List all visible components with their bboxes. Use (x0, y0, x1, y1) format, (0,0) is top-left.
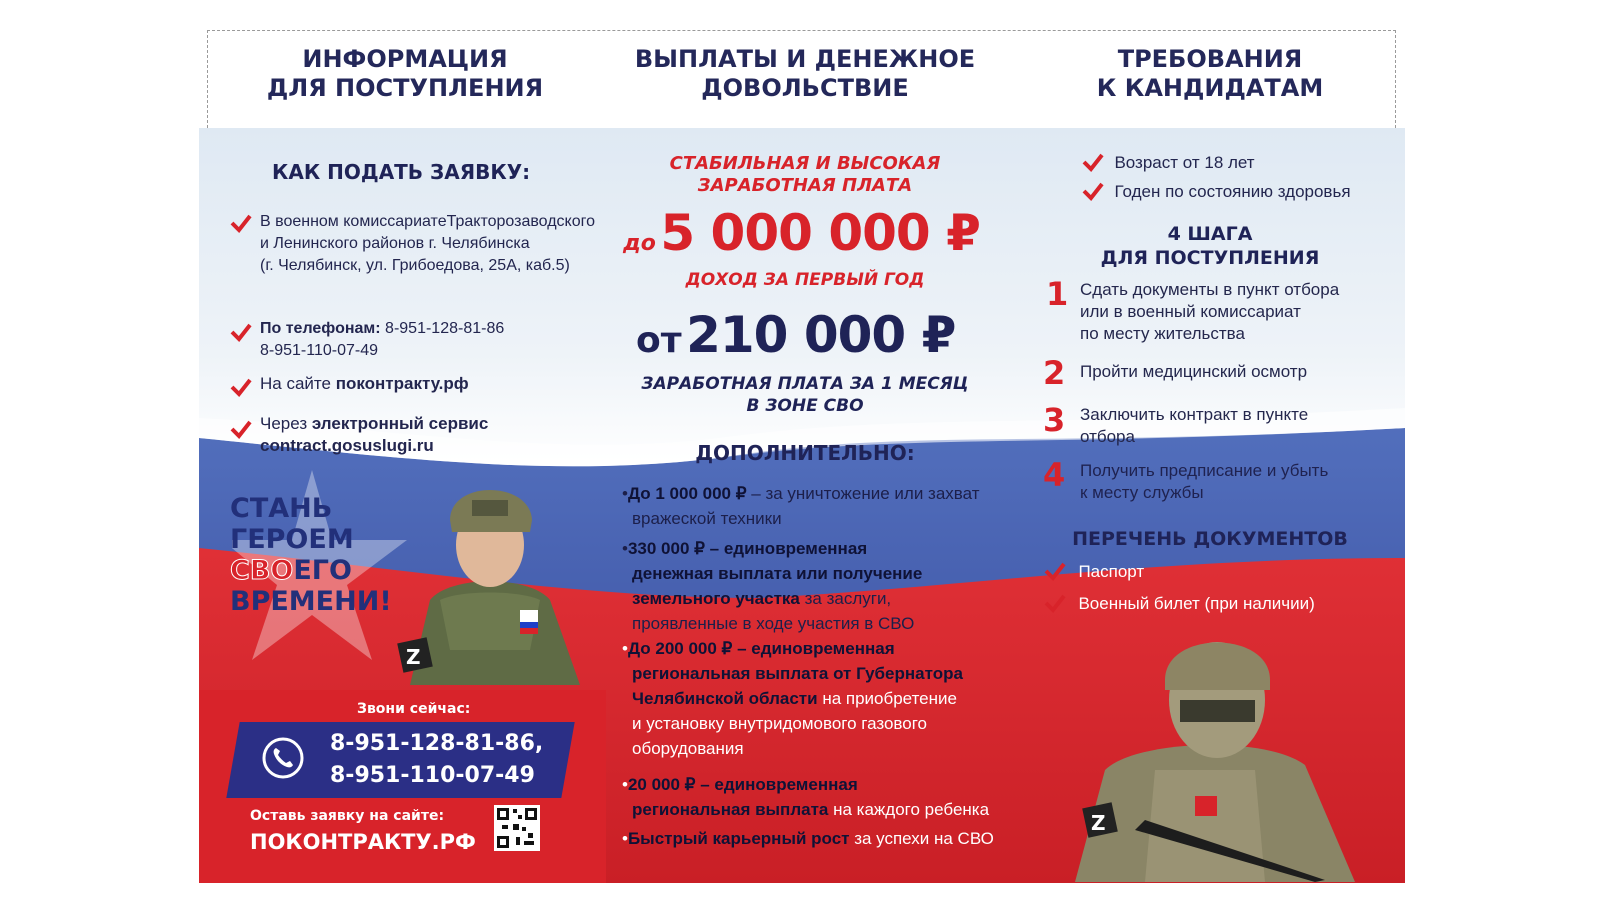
apply-item-site: На сайте поконтракту.рф (230, 377, 580, 397)
extra-title: ДОПОЛНИТЕЛЬНО: (695, 441, 915, 465)
step-number: 1 (1046, 275, 1069, 313)
step-text: Получить предписание и убыть к месту службы (1080, 461, 1329, 502)
qr-code-icon[interactable] (494, 805, 540, 851)
checkmark-icon (230, 213, 252, 233)
apply-item-phone: По телефонам: 8-951-128-81-86 8-951-110-07-49 (230, 322, 580, 342)
documents-title: ПЕРЕЧЕНЬ ДОКУМЕНТОВ (1072, 528, 1348, 550)
step-text: Сдать документы в пункт отбора или в военный комиссариат по месту жительства (1080, 280, 1340, 343)
step-number: 3 (1043, 401, 1066, 439)
month-caption: ЗАРАБОТНАЯ ПЛАТА ЗА 1 МЕСЯЦ В ЗОНЕ СВО (641, 374, 969, 416)
big-amount: до 5 000 000 ₽ (623, 204, 980, 262)
apply-item-commissariat: В военном комиссариатеТракторозаводского и Ленинского районов г. Челябинска (г. Челябинск, ул. Грибоедова, 25А, каб.5) (230, 213, 580, 233)
month-amount: от 210 000 ₽ (636, 306, 956, 364)
checkmark-icon (230, 377, 252, 397)
bonus-item: •Быстрый карьерный рост за успехи на СВО (622, 829, 994, 848)
soldier-image (1065, 620, 1365, 882)
step-number: 4 (1043, 456, 1066, 494)
phone-icon[interactable] (262, 737, 304, 779)
apply-label: Оставь заявку на сайте: (250, 808, 445, 824)
bonus-item: •330 000 ₽ – единовременная денежная выплата или получение земельного участка за заслуги, проявленные в ходе участия в СВО (622, 539, 923, 633)
slogan: СТАНЬ ГЕРОЕМ СВОЕГО ВРЕМЕНИ! (230, 493, 392, 617)
how-to-apply-title: КАК ПОДАТЬ ЗАЯВКУ: (272, 160, 531, 184)
checkmark-icon (230, 419, 252, 439)
svg-text:Z: Z (406, 645, 421, 669)
checkmark-icon (1082, 152, 1104, 172)
apply-item-gosuslugi: Через электронный сервис contract.gosuslugi.ru (230, 419, 580, 439)
checkmark-icon (230, 322, 252, 342)
phone-numbers[interactable]: 8-951-128-81-86, 8-951-110-07-49 (330, 731, 544, 788)
bonus-item: •До 1 000 000 ₽ – за уничтожение или захват вражеской техники (622, 484, 980, 528)
apply-site[interactable]: ПОКОНТРАКТУ.РФ (250, 830, 476, 854)
document-item: Военный билет (при наличии) (1044, 593, 1315, 615)
header-payments: ВЫПЛАТЫ И ДЕНЕЖНОЕ ДОВОЛЬСТВИЕ (634, 45, 976, 102)
header-requirements: ТРЕБОВАНИЯ К КАНДИДАТАМ (1096, 45, 1324, 102)
requirement-item: Возраст от 18 лет (1082, 152, 1255, 174)
step-text: Пройти медицинский осмотр (1080, 362, 1308, 381)
document-item: Паспорт (1044, 561, 1144, 583)
bonus-item: •До 200 000 ₽ – единовременная региональная выплата от Губернатора Челябинской области на приобретение и установку внутридомового газового оборудования (622, 639, 963, 758)
svg-text:Z: Z (1091, 811, 1106, 835)
checkmark-icon (1044, 561, 1066, 581)
soldier-image (380, 450, 600, 685)
call-now-label: Звони сейчас: (357, 701, 471, 717)
checkmark-icon (1082, 181, 1104, 201)
requirement-item: Годен по состоянию здоровья (1082, 181, 1351, 203)
site-link[interactable]: поконтракту.рф (335, 374, 469, 393)
gosuslugi-link[interactable]: contract.gosuslugi.ru (260, 436, 434, 455)
header-info: ИНФОРМАЦИЯ ДЛЯ ПОСТУПЛЕНИЯ (266, 45, 544, 102)
bonus-item: •20 000 ₽ – единовременная региональная выплата на каждого ребенка (622, 775, 990, 819)
first-year-caption: ДОХОД ЗА ПЕРВЫЙ ГОД (685, 270, 925, 290)
step-text: Заключить контракт в пункте отбора (1080, 405, 1309, 446)
stable-salary-caption: СТАБИЛЬНАЯ И ВЫСОКАЯ ЗАРАБОТНАЯ ПЛАТА (669, 153, 941, 196)
step-number: 2 (1043, 354, 1066, 392)
steps-title: 4 ШАГА ДЛЯ ПОСТУПЛЕНИЯ (1100, 223, 1320, 269)
checkmark-icon (1044, 593, 1066, 613)
